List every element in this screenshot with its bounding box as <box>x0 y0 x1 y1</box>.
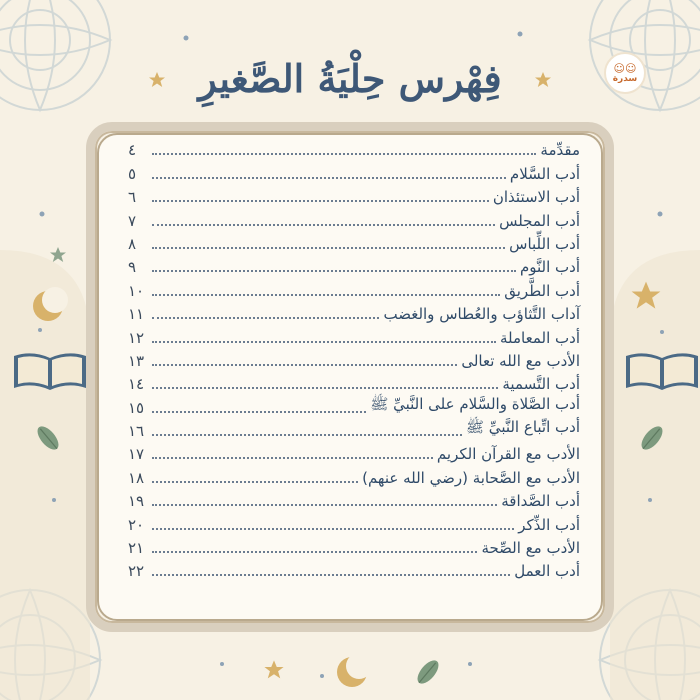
toc-label: الأدب مع الله تعالى <box>461 351 580 370</box>
star-icon <box>264 660 283 678</box>
toc-label: أدب السَّلام <box>509 164 580 183</box>
publisher-logo <box>604 52 646 94</box>
toc-page-number: ٥ <box>128 164 137 183</box>
toc-row <box>128 512 580 535</box>
dot-leader <box>152 340 496 343</box>
toc-page-number: ١٨ <box>128 468 145 487</box>
dot-leader <box>152 293 500 296</box>
dot-leader <box>152 573 510 576</box>
star-icon <box>50 247 66 262</box>
toc-row <box>128 185 580 208</box>
dot-leader <box>152 316 379 319</box>
open-book-icon <box>14 353 86 390</box>
toc-label: الأدب مع الصِّحة <box>481 539 580 558</box>
toc-row <box>128 442 580 465</box>
toc-page-number: ١٦ <box>128 422 145 441</box>
toc-label: أدب الصَّلاة والسَّلام على النَّبيِّ ﷺ <box>370 394 580 413</box>
toc-page-number: ١٠ <box>128 281 145 300</box>
toc-page-number: ٤ <box>128 141 137 160</box>
toc-row <box>128 372 580 395</box>
toc-row <box>128 208 580 231</box>
dot-leader <box>152 480 358 483</box>
open-book-icon <box>626 353 698 390</box>
toc-row <box>128 489 580 512</box>
toc-label: أدب اللِّباس <box>509 234 580 253</box>
toc-page-number: ١٢ <box>128 328 145 347</box>
toc-label: أدب المجلس <box>499 211 580 230</box>
toc-label: أدب العمل <box>514 562 580 581</box>
toc-page-number: ٢٢ <box>128 562 145 581</box>
toc-label: الأدب مع القرآن الكريم <box>436 445 580 464</box>
dot-leader <box>152 269 516 272</box>
toc-row <box>128 465 580 488</box>
page-title: فِهْرس حِلْيَةُ الصَّغيرِ <box>198 56 502 101</box>
logo-faces: ☺☺ <box>613 61 637 75</box>
toc-label: أدب المعاملة <box>500 328 580 347</box>
dot-leader <box>152 152 536 155</box>
toc-page-number: ٩ <box>128 258 137 277</box>
toc-page-number: ٧ <box>128 211 137 230</box>
toc-label: أدب الطَّريق <box>504 281 580 300</box>
dot-leader <box>152 527 514 530</box>
toc-row <box>128 349 580 372</box>
leaf-icon <box>414 657 443 687</box>
dot-leader <box>152 550 477 553</box>
toc-page-number: ٢١ <box>128 539 145 558</box>
dot-leader <box>152 199 489 202</box>
toc-label: أدب التَّسمية <box>502 375 580 394</box>
toc-row <box>128 302 580 325</box>
toc-page-number: ٨ <box>128 234 137 253</box>
logo-text: سدرة <box>612 73 638 84</box>
toc-row <box>128 419 580 442</box>
toc-page-number: ٦ <box>128 188 137 207</box>
toc-page-number: ١٣ <box>128 351 145 370</box>
toc-row <box>128 232 580 255</box>
dot-leader <box>152 223 495 226</box>
toc-row <box>128 536 580 559</box>
toc-label: أدب اتِّباع النَّبيِّ ﷺ <box>465 418 580 437</box>
toc-label: الأدب مع الصَّحابة (رضي الله عنهم) <box>362 468 580 487</box>
dot-leader <box>152 176 506 179</box>
toc-label: أدب الصَّداقة <box>501 492 580 511</box>
toc-page-number: ١٤ <box>128 375 145 394</box>
toc-page-number: ١٥ <box>128 398 145 417</box>
table-of-contents <box>128 138 580 582</box>
toc-label: آداب التَّثاؤب والعُطاس والغضب <box>383 305 580 324</box>
toc-row <box>128 559 580 582</box>
dot-leader <box>152 246 505 249</box>
toc-row <box>128 325 580 348</box>
right-arch <box>610 250 700 700</box>
toc-page-number: ٢٠ <box>128 515 145 534</box>
toc-page-number: ١٩ <box>128 492 145 511</box>
toc-row <box>128 161 580 184</box>
toc-label: أدب النَّوم <box>519 258 580 277</box>
dot-leader <box>152 363 457 366</box>
toc-label: أدب الذِّكر <box>518 515 580 534</box>
toc-row <box>128 278 580 301</box>
dot-leader <box>152 433 462 436</box>
dot-leader <box>152 456 433 459</box>
crescent-icon <box>337 653 372 687</box>
toc-row <box>128 255 580 278</box>
toc-page-number: ١٧ <box>128 445 145 464</box>
toc-row <box>128 138 580 161</box>
dot-leader <box>152 386 498 389</box>
toc-label: مقدِّمة <box>540 141 580 160</box>
dot-leader <box>152 410 366 413</box>
toc-label: أدب الاستئذان <box>492 188 580 207</box>
toc-page-number: ١١ <box>128 305 145 324</box>
toc-row <box>128 395 580 418</box>
dot-leader <box>152 503 497 506</box>
